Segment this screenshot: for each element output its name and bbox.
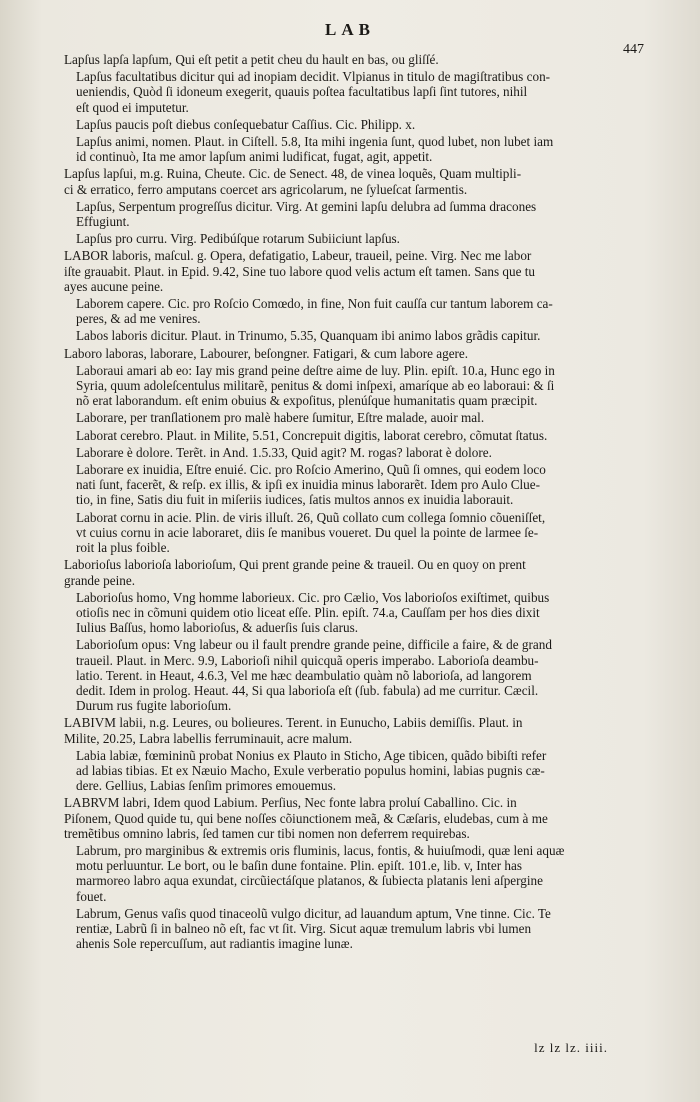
entry-line: fouet. [76, 888, 107, 904]
sub-entry [64, 637, 614, 713]
entry-line: Laborat cornu in acie. Plin. de viris illuſt. 26, Quũ collato cum collega ſomnio cõueniſſet, [76, 509, 546, 525]
entry-line: Lapſus facultatibus dicitur qui ad inopiam decidit. Vlpianus in titulo de magiſtratibus con- [76, 69, 551, 85]
entry-line: tremẽtibus omnino labris, ſed tamen cur tibi nomen non deferrem requirebas. [64, 825, 470, 841]
entry-line: Laboro laboras, laborare, Labourer, beſongner. Fatigari, & cum labore agere. [64, 345, 469, 361]
headword-entry [64, 795, 614, 841]
entry-line: Piſonem, Quod quide tu, qui bene noſſes cõiunctionem meã, & Cæſaris, eludebas, cum à me [64, 810, 548, 826]
entry-line: Laborioſus homo, Vng homme laborieux. Cic. pro Cælio, Vos laborioſos exiſtimet, quibus [76, 589, 550, 605]
entry-line: traueil. Plaut. in Merc. 9.9, Laborioſi nihil quicquã operis imperabo. Laborioſa deambu- [76, 652, 539, 668]
headword-entry [64, 52, 614, 67]
entry-line: dedit. Idem in prolog. Heaut. 44, Si qua laborioſa eſt (ſub. fabula) ad me curritur. Cæcil. [76, 682, 539, 698]
entry-line: Effugiunt. [76, 214, 130, 230]
entry-line: Lapſus paucis poſt diebus conſequebatur Caſſius. Cic. Philipp. x. [76, 116, 416, 132]
entry-line: Syria, quum adoleſcentulus militarẽ, penitus & domi inſpexi, amaríque ab eo laboraui: & ſi [76, 378, 555, 394]
sub-entry [64, 590, 614, 636]
entry-line: tio, in fine, Satis diu fuit in miſeriis iudices, ſatis multos annos ex inuidia laborauit. [76, 492, 514, 508]
sub-entry [64, 296, 614, 326]
entry-line: Laborare ex inuidia, Eſtre enuié. Cic. pro Roſcio Amerino, Quũ ſi omnes, qui eodem loco [76, 462, 546, 478]
entry-line: Labrum, pro marginibus & extremis oris fluminis, lacus, fontis, & huiuſmodi, quæ leni aquæ [76, 842, 565, 858]
sub-entry [64, 134, 614, 164]
entry-line: Lapſus lapſui, m.g. Ruina, Cheute. Cic. de Senect. 48, de vinea loquẽs, Quam multipli- [64, 166, 522, 182]
sub-entry [64, 117, 614, 132]
headword-entry [64, 557, 614, 587]
sub-entry [64, 510, 614, 556]
entry-line: Labos laboris dicitur. Plaut. in Trinumo, 5.35, Quanquam ibi animo labos grãdis capitur. [76, 328, 541, 344]
entry-line: Labia labiæ, fœmininũ probat Nonius ex Plauto in Sticho, Age tibicen, quãdo bibiſti refer [76, 747, 547, 763]
entry-line: iſte grauabit. Plaut. in Epid. 9.42, Sine tuo labore quod velis actum eſt tamen. Sans que tu [64, 263, 536, 279]
entry-line: Laborare, per tranſlationem pro malè habere ſumitur, Eſtre malade, auoir mal. [76, 410, 485, 426]
sub-entry [64, 906, 614, 952]
entry-line: latio. Terent. in Heaut, 4.6.3, Vel me hæc deambulatio quàm nõ laborioſa, ad langorem [76, 667, 532, 683]
entry-line: ci & erratico, ferro amputans coercet ars agricolarum, ne ſylueſcat ſarmentis. [64, 181, 468, 197]
entry-line: nati ſunt, facerẽt, & reſp. ex illis, & ipſi ex inuidia minus laborarẽt. Idem pro Aulo Clue- [76, 477, 541, 493]
sub-entry [64, 445, 614, 460]
entry-line: rentiæ, Labrũ ſi in balneo nõ eſt, fac vt ſit. Virg. Sicut aquæ tremulum labris vbi lumen [76, 920, 532, 936]
sub-entry [64, 199, 614, 229]
entry-line: Labrum, Genus vaſis quod tinaceolũ vulgo dicitur, ad lauandum aptum, Vne tinne. Cic. Te [76, 905, 551, 921]
entry-line: Laborat cerebro. Plaut. in Milite, 5.51, Concrepuit digitis, laborat cerebro, cõmutat ſtatus. [76, 427, 548, 443]
entry-line: Laborioſus laborioſa laborioſum, Qui prent grande peine & traueil. Ou en quoy on prent [64, 557, 526, 573]
sub-entry [64, 328, 614, 343]
entry-line: peres, & ad me venires. [76, 311, 201, 327]
entry-line: marmoreo labro aqua exundat, circũiectáſque platanos, & ſubiecta platanis leni aſpergine [76, 873, 543, 889]
headword-entry [64, 248, 614, 294]
entry-line: ahenis Sole repercuſſum, aut radiantis imagine lunæ. [76, 936, 353, 952]
sub-entry [64, 462, 614, 508]
sub-entry [64, 410, 614, 425]
entry-line: LABRVM labri, Idem quod Labium. Perſius, Nec fonte labra proluí Caballino. Cic. in [64, 795, 517, 811]
entry-line: dere. Gellius, Labias ſenſim primores emouemus. [76, 778, 337, 794]
entry-line: otioſis nec in cõmuni quidem otio liceat eſſe. Plin. epiſt. 74.a, Cauſſam per hos dies dixit [76, 604, 540, 620]
entry-line: Lapſus lapſa lapſum, Qui eſt petit a petit cheu du hault en bas, ou gliſſé. [64, 52, 439, 67]
entry-line: Durum rus fugite laborioſum. [76, 698, 232, 714]
sub-entry [64, 363, 614, 409]
entry-line: roit la plus foible. [76, 540, 170, 556]
entry-line: Laborare è dolore. Terẽt. in And. 1.5.33, Quid agit? M. rogas? laborat è dolore. [76, 444, 492, 460]
entry-line: Laborioſum opus: Vng labeur ou il fault prendre grande peine, difficile a faire, & de grand [76, 637, 552, 653]
signature-mark: lz lz lz. iiii. [534, 1040, 608, 1055]
headword-entry [64, 346, 614, 361]
entry-line: LABIVM labii, n.g. Leures, ou bolieures. Terent. in Eunucho, Labiis demiſſis. Plaut. in [64, 715, 523, 731]
entry-line: Laborem capere. Cic. pro Roſcio Comœdo, in fine, Non fuit cauſſa cur tantum laborem ca- [76, 296, 553, 312]
entry-line: vt cuius cornu in acie laboraret, diis ſe manibus voueret. Du quel la pointe de larmee ſe- [76, 524, 539, 540]
entry-line: motu perluuntur. Le bort, ou le baſin dune fontaine. Plin. epiſt. 101.e, lib. v, Inter has [76, 858, 522, 874]
sub-entry [64, 231, 614, 246]
entry-line: Iulius Baſſus, homo laborioſus, & aduerſis ſuis clarus. [76, 620, 359, 636]
running-head: LAB [325, 20, 375, 39]
entry-line: Lapſus animi, nomen. Plaut. in Ciſtell. 5.8, Ita mihi ingenia ſunt, quod lubet, non lubet iam [76, 134, 554, 150]
entry-line: Lapſus pro curru. Virg. Pedibúſque rotarum Subiiciunt lapſus. [76, 231, 400, 247]
headword-entry [64, 166, 614, 196]
entry-line: id continuò, Ita me amor lapſum animi ludificat, fugat, agit, appetit. [76, 149, 433, 165]
sub-entry [64, 748, 614, 794]
page-number: 447 [623, 42, 644, 57]
sub-entry [64, 69, 614, 115]
entry-line: Laboraui amari ab eo: Iay mis grand peine deſtre aime de luy. Plin. epiſt. 10.a, Hunc ego in [76, 362, 555, 378]
entry-line: ad labias tibias. Et ex Næuio Macho, Exule verberatio populus homini, labias pugnis cæ- [76, 762, 545, 778]
entry-line: ayes aucune peine. [64, 278, 164, 294]
sub-entry [64, 843, 614, 904]
entry-line: Milite, 20.25, Labra labellis ferruminauit, acre malum. [64, 730, 353, 746]
entry-line: ueniendis, Quòd ſi idoneum exegerit, quauis poſtea facultatibus lapſi ſint tutores, nihil [76, 84, 528, 100]
headword-entry [64, 715, 614, 745]
entry-line: LABOR laboris, maſcul. g. Opera, defatigatio, Labeur, traueil, peine. Virg. Nec me labor [64, 248, 532, 264]
entry-line: nõ erat laborandum. eſt enim obuius & expoſitus, plenúſque humanitatis quam præcipit. [76, 393, 538, 409]
sub-entry [64, 428, 614, 443]
entry-line: Lapſus, Serpentum progreſſus dicitur. Virg. At gemini lapſu delubra ad ſumma dracones [76, 198, 537, 214]
entry-line: eſt quod ei imputetur. [76, 99, 189, 115]
entry-line: grande peine. [64, 572, 136, 588]
dictionary-entries [64, 52, 614, 953]
